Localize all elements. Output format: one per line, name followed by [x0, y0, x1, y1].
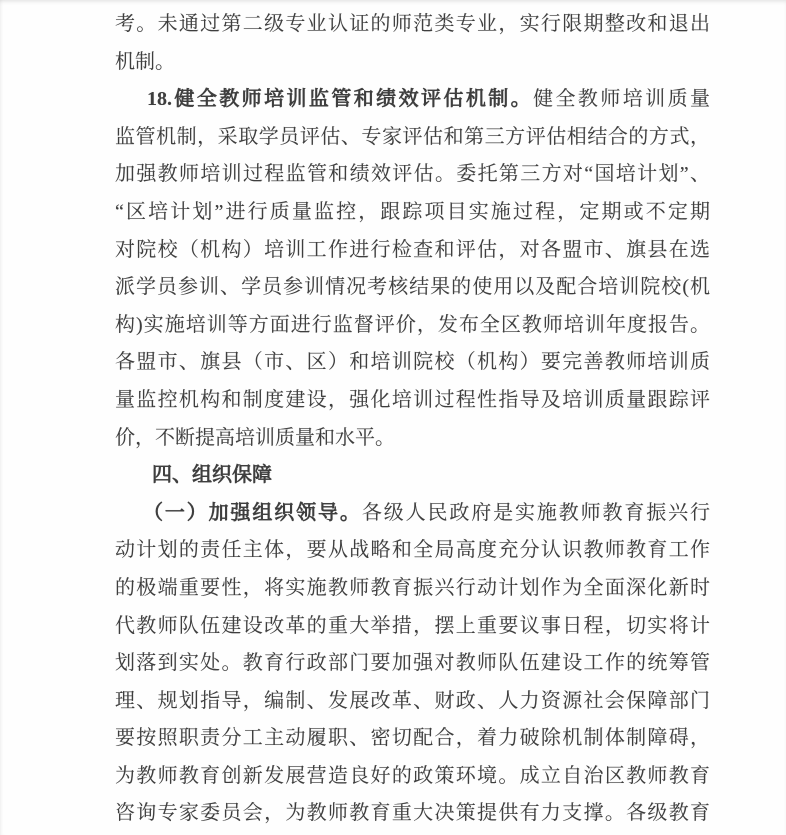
text-column: [115, 6, 710, 833]
text-run: 派学员参训、学员参训情况考核结果的使用以及配合培训院校(机: [115, 276, 710, 299]
text-run: 咨询专家委员会，为教师教育重大决策提供有力支撑。各级教育: [115, 802, 710, 825]
text-line: [115, 119, 710, 157]
text-run: 为教师教育创新发展营造良好的政策环境。成立自治区教师教育: [115, 764, 710, 787]
item-18-lead-line: [115, 81, 710, 119]
text-run: 机制。: [115, 50, 175, 73]
text-run: 各级人民政府是实施教师教育振兴行: [361, 501, 710, 524]
text-line: [115, 156, 710, 194]
text-line: [115, 420, 710, 458]
text-line: [115, 6, 710, 44]
bold-run: 18.健全教师培训监管和绩效评估机制。: [147, 88, 534, 111]
text-line: [115, 683, 710, 721]
text-run: 量监控机构和制度建设，强化培训过程性指导及培训质量跟踪评: [115, 388, 710, 411]
text-line: [115, 382, 710, 420]
text-run: 要按照职责分工主动履职、密切配合，着力破除机制体制障碍，: [115, 727, 710, 750]
text-line: [115, 44, 710, 82]
text-run: 加强教师培训过程监管和绩效评估。委托第三方对“国培计划”、: [115, 163, 710, 186]
text-run: 划落到实处。教育行政部门要加强对教师队伍建设工作的统筹管: [115, 652, 710, 675]
text-run: 代教师队伍建设改革的重大举措，摆上重要议事日程，切实将计: [115, 614, 710, 637]
text-run: 构)实施培训等方面进行监督评价，发布全区教师培训年度报告。: [115, 313, 710, 336]
text-line: [115, 194, 710, 232]
text-line: [115, 758, 710, 796]
text-run: 监管机制，采取学员评估、专家评估和第三方评估相结合的方式，: [115, 125, 710, 148]
subsection-lead-line: [115, 495, 710, 533]
text-line: [115, 608, 710, 646]
bold-run: （一）加强组织领导。: [143, 501, 362, 524]
text-run: 理、规划指导，编制、发展改革、财政、人力资源社会保障部门: [115, 689, 710, 712]
text-line: [115, 232, 710, 270]
text-line: [115, 269, 710, 307]
bold-run: 四、组织保障: [152, 464, 272, 487]
text-run: 考。未通过第二级专业认证的师范类专业，实行限期整改和退出: [115, 13, 710, 35]
text-run: 动计划的责任主体，要从战略和全局高度充分认识教师教育工作: [115, 539, 710, 562]
text-run: 价，不断提高培训质量和水平。: [115, 426, 395, 449]
section-heading-line: [115, 457, 710, 495]
text-line: [115, 532, 710, 570]
text-line: [115, 645, 710, 683]
text-run: 的极端重要性，将实施教师教育振兴行动计划作为全面深化新时: [115, 576, 710, 599]
text-run: 健全教师培训质量: [533, 88, 710, 111]
text-run: “区培计划”进行质量监控，跟踪项目实施过程，定期或不定期: [115, 200, 710, 223]
text-line: [115, 720, 710, 758]
text-run: 对院校（机构）培训工作进行检查和评估，对各盟市、旗县在选: [115, 238, 710, 261]
text-line: [115, 344, 710, 382]
text-line: [115, 795, 710, 833]
text-line: [115, 307, 710, 345]
text-run: 各盟市、旗县（市、区）和培训院校（机构）要完善教师培训质: [115, 351, 710, 374]
text-line: [115, 570, 710, 608]
